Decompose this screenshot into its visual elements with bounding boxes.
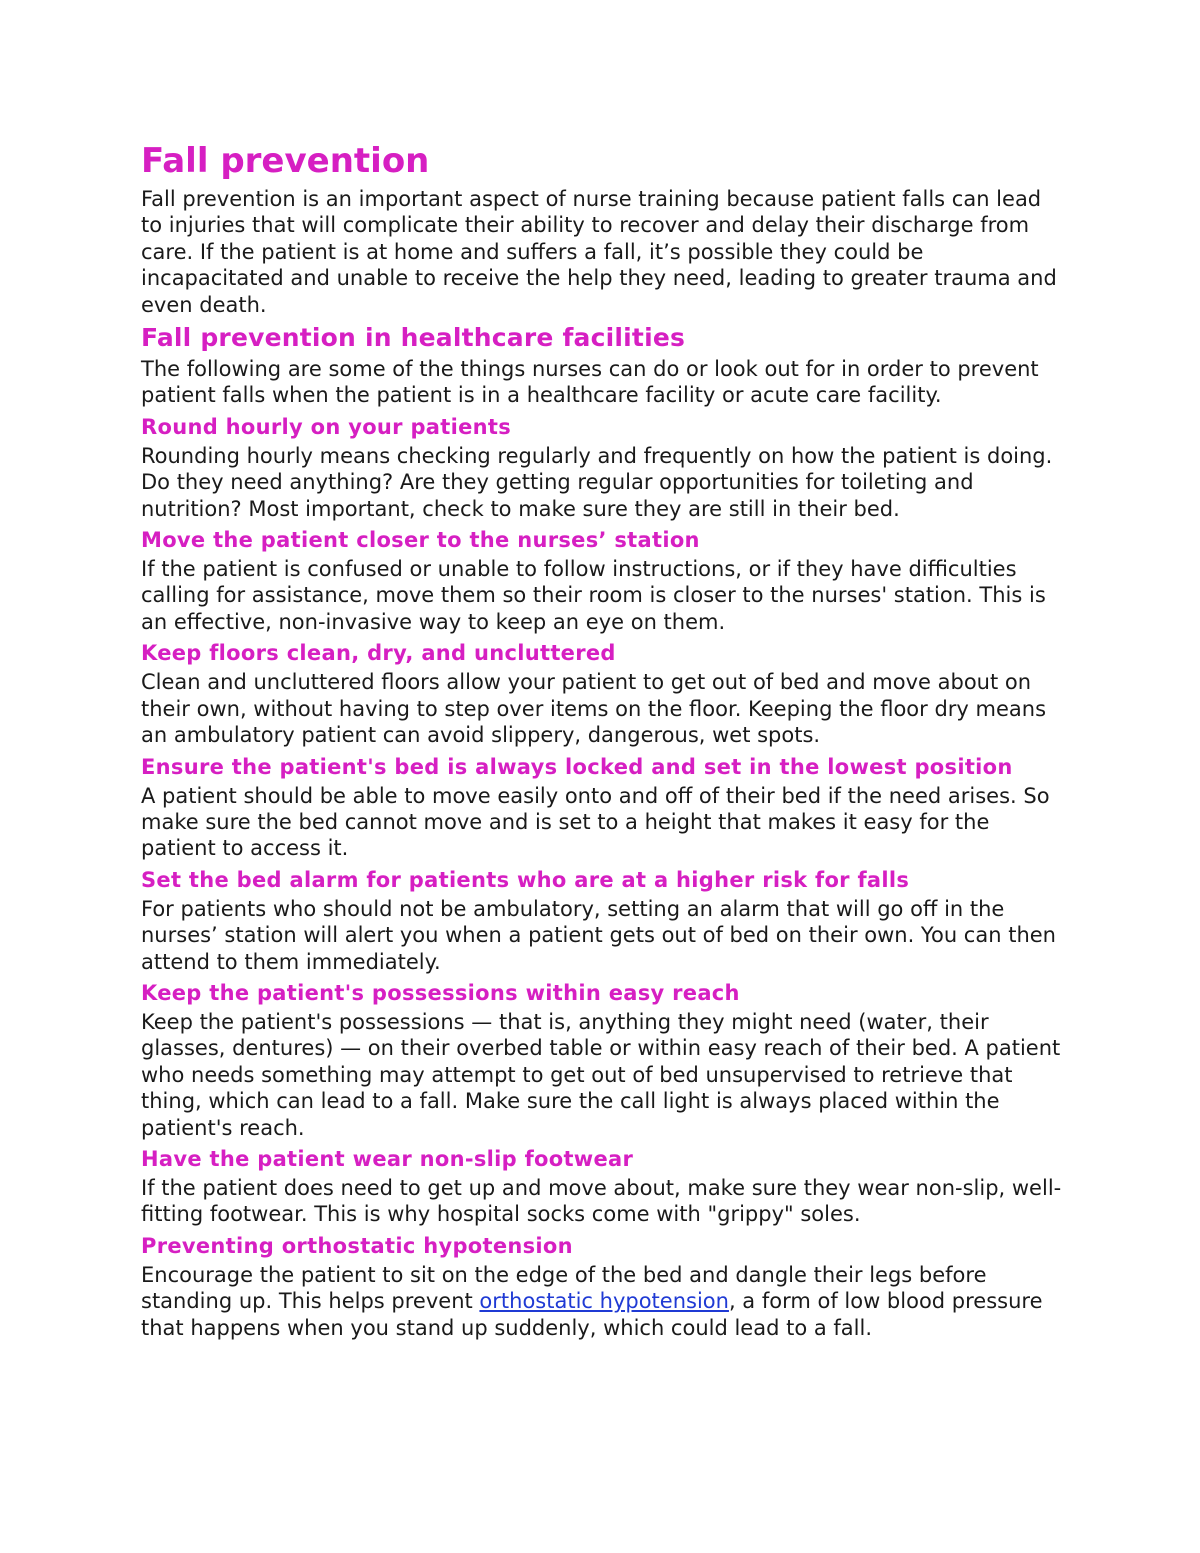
section-heading-footwear: Have the patient wear non-slip footwear xyxy=(141,1146,634,1171)
section-body-floors: Clean and uncluttered floors allow your patient to get out of bed and move about on their own, without having to step over items on the floor. Keeping the floor dry means an ambulatory patient can avoid slippery, dangerous, wet spots. xyxy=(141,670,1047,748)
facilities-heading: Fall prevention in healthcare facilities xyxy=(141,323,686,353)
section-body-bed-alarm: For patients who should not be ambulatory, setting an alarm that will go off in the nurses’ station will alert you when a patient gets out of bed on their own. You can then attend to them immediately. xyxy=(141,896,1056,974)
section-heading-round-hourly: Round hourly on your patients xyxy=(141,414,512,439)
section-body-move-patient: If the patient is confused or unable to follow instructions, or if they have difficulties calling for assistance, move them so their room is closer to the nurses' station. This is an effective, non-invasive way to keep an eye on them. xyxy=(141,557,1046,634)
page-title: Fall prevention xyxy=(141,141,430,181)
section-heading-possessions: Keep the patient's possessions within easy reach xyxy=(141,980,740,1005)
section-heading-bed-alarm: Set the bed alarm for patients who are at a higher risk for falls xyxy=(141,867,910,892)
intro-paragraph: Fall prevention is an important aspect of nurse training because patient falls can lead to injuries that will complicate their ability to recover and delay their discharge from care. If the patient is at home and suffers a fall, it’s possible they could be incapacitated and unable to receive the help they need, leading to greater trauma and even death. xyxy=(141,187,1057,317)
facilities-intro-paragraph: The following are some of the things nurses can do or look out for in order to prevent patient falls when the patient is in a healthcare facility or acute care facility. xyxy=(141,357,1039,408)
section-heading-move-patient: Move the patient closer to the nurses’ station xyxy=(141,528,700,553)
section-heading-orthostatic: Preventing orthostatic hypotension xyxy=(141,1233,573,1258)
document-page xyxy=(141,140,1066,1345)
section-body-footwear: If the patient does need to get up and move about, make sure they wear non-slip, well-fitting footwear. This is why hospital socks come with "grippy" soles. xyxy=(141,1175,1062,1227)
section-body-orthostatic xyxy=(141,1262,1066,1341)
section-heading-floors: Keep floors clean, dry, and uncluttered xyxy=(141,641,616,666)
section-body-possessions: Keep the patient's possessions — that is, anything they might need (water, their glasses, dentures) — on their overbed table or within easy reach of their bed. A patient who needs something may attempt to get out of bed unsupervised to retrieve that thing, which can lead to a fall. Make sure the call light is always placed within the patient's reach. xyxy=(141,1009,1061,1140)
orthostatic-text-before: Encourage the patient to sit on the edge of the bed and dangle their legs before standing up. This helps prevent xyxy=(141,1262,987,1314)
section-heading-bed-locked: Ensure the patient's bed is always locked and set in the lowest position xyxy=(141,754,1013,779)
orthostatic-text-after: , a form of low blood pressure that happens when you stand up suddenly, which could lead to a fall. xyxy=(141,1289,1043,1340)
orthostatic-hypotension-link[interactable]: orthostatic hypotension xyxy=(479,1289,729,1314)
section-body-bed-locked: A patient should be able to move easily onto and off of their bed if the need arises. So make sure the bed cannot move and is set to a height that makes it easy for the patient to access it. xyxy=(141,783,1050,861)
section-body-round-hourly: Rounding hourly means checking regularly and frequently on how the patient is doing. Do they need anything? Are they getting regular opportunities for toileting and nutrition? Most important, check to make sure they are still in their bed. xyxy=(141,443,1053,521)
